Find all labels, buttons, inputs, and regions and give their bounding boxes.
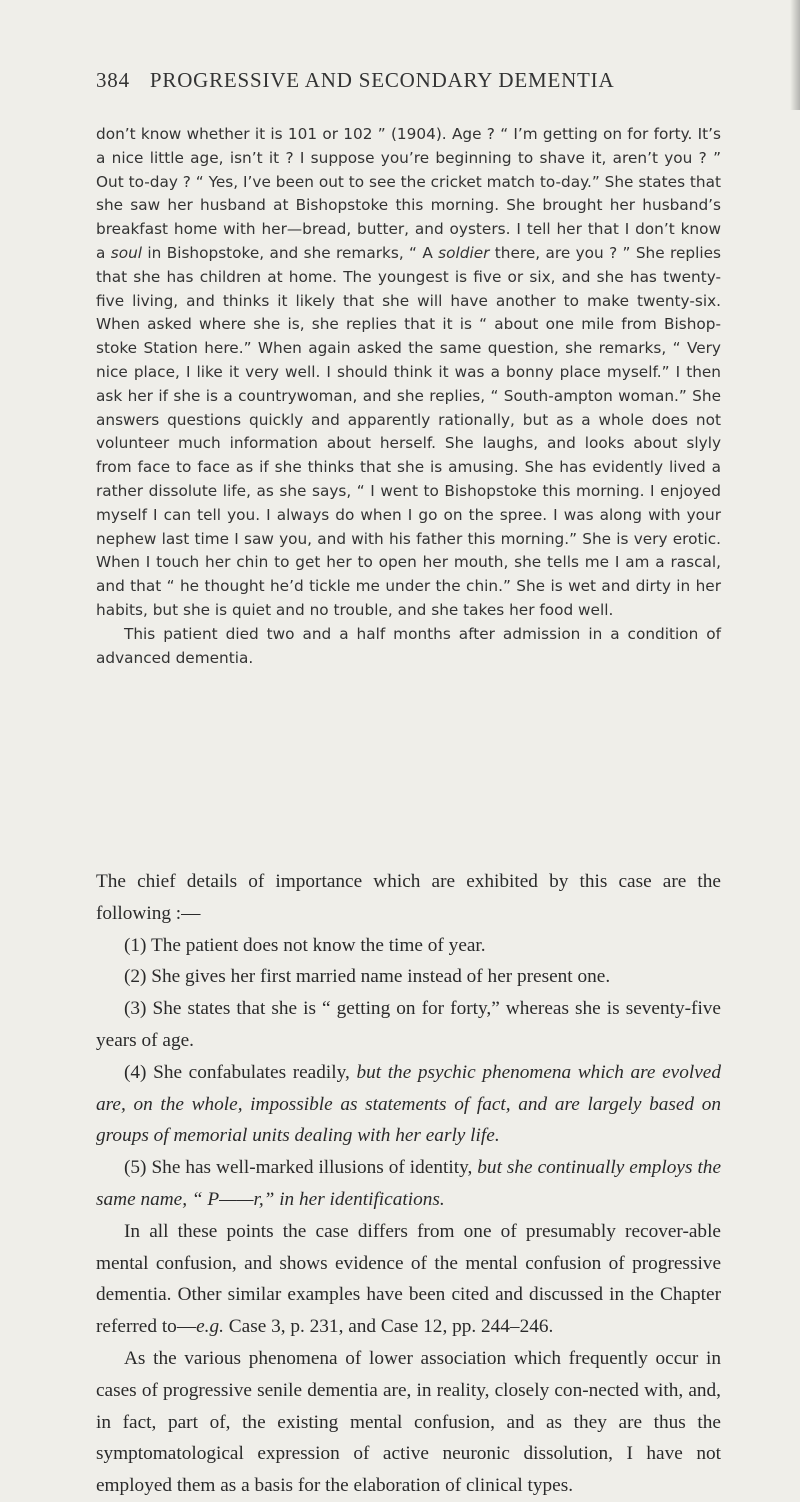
emphasis: but the psychic phenomena which are evolved are, on the whole, impossible as statements of fact, and are largely based on groups of memorial units dealing with her early life. bbox=[96, 1061, 721, 1147]
page-number: 384 bbox=[96, 68, 130, 92]
list-item: (3) She states that she is “ getting on for forty,” whereas she is seventy-five years of age. bbox=[96, 998, 721, 1051]
list-item: (5) She has well-marked illusions of identity, but she continually employs the same name, “ P——r,” in her identifications. bbox=[96, 1157, 722, 1210]
case-narrative bbox=[96, 123, 721, 670]
case-discussion bbox=[96, 866, 721, 1502]
emphasis: e.g. bbox=[196, 1316, 224, 1338]
running-title: PROGRESSIVE AND SECONDARY DEMENTIA bbox=[149, 68, 615, 92]
narrative-paragraph: don’t know whether it is 101 or 102 ” (1904). Age ? “ I’m getting on for forty. It’s a nice little age, isn’t it ? I suppose you’re beginning to shave it, aren’t you ? ” Out to-day ? “ Yes, I’ve been out to see the cricket match to-day.” She states that she saw her husband at Bishopstoke this morning. She brought her husband’s breakfast home with her—bread, butter, and oysters. I tell her that I don’t know a soul in Bishopstoke, and she remarks, “ A soldier there, are you ? ” She replies that she has children at home. The youngest is five or six, and she has twenty-five living, and thinks it likely that she will have another to make twenty-six. When asked where she is, she replies that it is “ about one mile from Bishop-stoke Station here.” When again asked the same question, she remarks, “ Very nice place, I like it very well. I should think it was a bonny place myself.” I then ask her if she is a countrywoman, and she replies, “ South-ampton woman.” She answers questions quickly and apparently rationally, but as a whole does not volunteer much information about herself. She laughs, and looks about slyly from face to face as if she thinks that she is amusing. She has evidently lived a rather dissolute life, as she says, “ I went to Bishopstoke this morning. I enjoyed myself I can tell you. I always do when I go on the spree. I was along with your nephew last time I saw you, and with his father this morning.” She is very erotic. When I touch her chin to get her to open her mouth, she tells me I am a rascal, and that “ he thought he’d tickle me under the chin.” She is wet and dirty in her habits, but she is quiet and no trouble, and she takes her food well. bbox=[96, 125, 721, 619]
discussion-intro: The chief details of importance which are exhibited by this case are the following :— bbox=[96, 871, 721, 924]
page-edge-shadow bbox=[790, 0, 800, 110]
emphasis: but she continually employs the same name, “ P——r,” in her identifications. bbox=[96, 1157, 722, 1210]
emphasis: soul bbox=[110, 243, 143, 262]
narrative-paragraph: This patient died two and a half months after admission in a condition of advanced dementia. bbox=[96, 624, 721, 667]
list-item: (2) She gives her first married name instead of her present one. bbox=[124, 966, 611, 988]
emphasis: soldier bbox=[438, 243, 490, 262]
discussion-paragraph: As the various phenomena of lower association which frequently occur in cases of progressive senile dementia are, in reality, closely con-nected with, and, in fact, part of, the existing mental confusion, and as they are thus the symptomatological expression of active neuronic dissolution, I have not employed them as a basis for the elaboration of clinical types. bbox=[96, 1347, 721, 1497]
list-item: (4) She confabulates readily, but the psychic phenomena which are evolved are, on the whole, impossible as statements of fact, and are largely based on groups of memorial units dealing with her early life. bbox=[96, 1061, 721, 1147]
running-header bbox=[96, 68, 696, 93]
discussion-paragraph: In all these points the case differs from one of presumably recover-able mental confusion, and shows evidence of the mental confusion of progressive dementia. Other similar examples have been cited and discussed in the Chapter referred to—e.g. Case 3, p. 231, and Case 12, pp. 244–246. bbox=[96, 1220, 721, 1338]
list-item: (1) The patient does not know the time of year. bbox=[124, 934, 486, 956]
